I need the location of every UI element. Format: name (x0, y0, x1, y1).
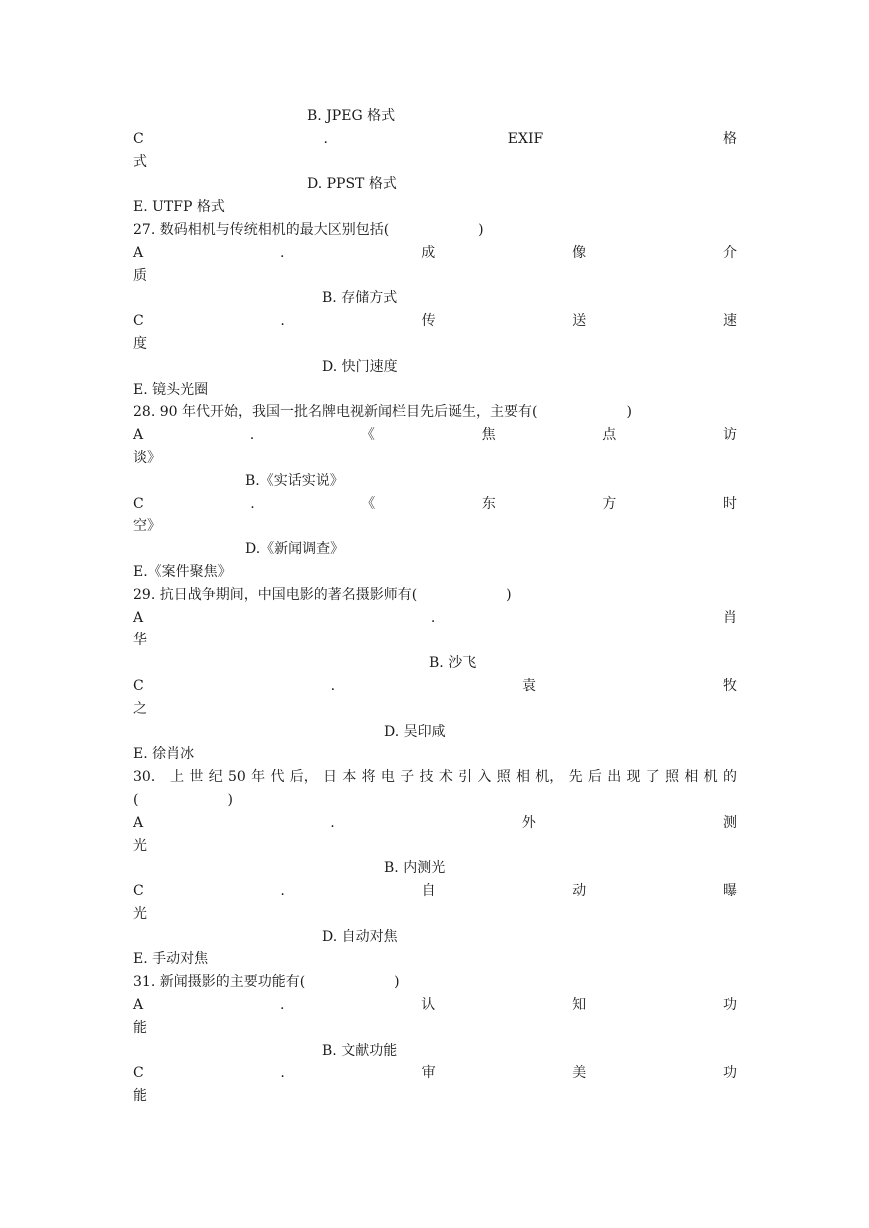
text-line: E. 手动对焦 (133, 951, 209, 968)
line-segment: 机 (703, 769, 718, 786)
line-segment: 焦 (481, 427, 496, 444)
line-segment: C (133, 883, 144, 900)
line-segment: . (323, 130, 328, 147)
line-segment: C (133, 677, 144, 694)
line-segment: 成 (421, 244, 436, 261)
line-segment: . (330, 814, 335, 831)
line-segment: 外 (521, 814, 536, 831)
line-segment: 介 (722, 244, 737, 261)
line-segment: 年 (251, 769, 266, 786)
line-segment: 《 (361, 495, 376, 512)
text-line: 华 (133, 632, 147, 649)
line-segment: 功 (722, 997, 737, 1014)
text-line: D. 快门速度 (322, 358, 398, 375)
line-segment: 测 (723, 814, 737, 831)
text-line (133, 242, 737, 265)
text-line: 31. 新闻摄影的主要功能有( ) (133, 974, 400, 991)
line-segment: . (330, 677, 336, 694)
line-segment: 曝 (722, 883, 737, 900)
line-segment: 子 (400, 769, 415, 786)
line-segment: 相 (516, 769, 530, 786)
text-line: 式 (133, 153, 147, 170)
line-segment: 照 (496, 769, 511, 786)
line-segment: 《 (360, 427, 375, 444)
line-segment: 机， (535, 769, 564, 786)
text-line: E. UTFP 格式 (133, 199, 225, 216)
line-segment: 电 (380, 769, 395, 786)
line-segment: 点 (602, 427, 617, 444)
line-segment: 将 (361, 769, 376, 786)
line-segment: A (133, 997, 144, 1014)
line-segment: 照 (665, 769, 680, 786)
text-line (133, 128, 737, 151)
line-segment: 术 (438, 769, 453, 786)
line-segment: 先 (568, 769, 583, 786)
line-segment: 上 (170, 769, 185, 786)
line-segment: 速 (722, 313, 737, 330)
text-line: 谈》 (133, 449, 161, 466)
text-line (133, 812, 737, 835)
line-segment: 格 (723, 130, 737, 147)
line-segment: 代 (270, 769, 285, 786)
line-segment: 30． (133, 769, 165, 786)
line-segment: 动 (572, 883, 587, 900)
text-line: 光 (133, 905, 147, 922)
text-line: D. 吴印咸 (384, 723, 446, 740)
text-line (133, 310, 737, 333)
text-line (133, 880, 737, 903)
line-segment: 袁 (522, 677, 537, 694)
text-line: B. 沙飞 (429, 655, 477, 672)
line-segment: 功 (722, 1065, 737, 1082)
text-line: D. 自动对焦 (322, 928, 398, 945)
line-segment: 日 (323, 769, 338, 786)
text-line (133, 1062, 737, 1085)
line-segment: 技 (419, 769, 434, 786)
line-segment: 入 (477, 769, 492, 786)
line-segment: 相 (684, 769, 699, 786)
text-line: 质 (133, 267, 147, 284)
line-segment: C (133, 495, 144, 512)
line-segment: . (430, 609, 436, 626)
text-line: 之 (133, 700, 147, 717)
line-segment: C (133, 1065, 144, 1082)
line-segment: 50 (228, 769, 246, 786)
line-segment: 后 (587, 769, 602, 786)
line-segment: 送 (572, 313, 587, 330)
text-line: B.《实话实说》 (245, 472, 344, 489)
line-segment: 引 (458, 769, 473, 786)
text-line: E. 徐肖冰 (133, 746, 195, 763)
line-segment: 纪 (208, 769, 223, 786)
text-line (133, 994, 737, 1017)
line-segment: . (249, 427, 255, 444)
line-segment: 的 (722, 769, 737, 786)
line-segment: 方 (602, 495, 617, 512)
line-segment: 了 (645, 769, 660, 786)
line-segment: 传 (421, 313, 436, 330)
text-line (133, 493, 737, 516)
line-segment: . (280, 313, 285, 330)
text-line: ( ) (133, 791, 233, 808)
line-segment: 后， (289, 769, 318, 786)
text-line: 能 (133, 1088, 147, 1105)
line-segment: C (133, 130, 144, 147)
text-line: B. 内测光 (384, 860, 446, 877)
text-line (133, 675, 737, 698)
line-segment: 世 (189, 769, 204, 786)
line-segment: 东 (481, 495, 496, 512)
line-segment: 出 (607, 769, 622, 786)
line-segment: EXIF (507, 130, 544, 147)
text-line (133, 424, 737, 447)
text-line: B. 文献功能 (322, 1042, 398, 1059)
text-line (133, 766, 737, 789)
line-segment: A (133, 244, 144, 261)
line-segment: . (279, 244, 285, 261)
text-line: B. JPEG 格式 (307, 108, 396, 124)
text-line: E.《案件聚焦》 (133, 563, 232, 580)
line-segment: C (133, 313, 144, 330)
line-segment: 像 (572, 244, 587, 261)
text-line (133, 607, 737, 630)
line-segment: . (250, 495, 255, 512)
line-segment: A (133, 609, 144, 626)
line-segment: A (133, 814, 144, 831)
line-segment: 知 (572, 997, 587, 1014)
line-segment: . (280, 1065, 285, 1082)
text-line: 度 (133, 335, 147, 352)
text-line: D.《新闻调查》 (245, 541, 345, 558)
text-line: D. PPST 格式 (307, 176, 397, 193)
text-line: 27. 数码相机与传统相机的最大区别包括( ) (133, 221, 484, 238)
line-segment: 访 (722, 427, 737, 444)
line-segment: 肖 (722, 609, 737, 626)
text-line: 能 (133, 1019, 147, 1036)
document-page (133, 105, 737, 1108)
line-segment: 现 (626, 769, 641, 786)
line-segment: 美 (572, 1065, 587, 1082)
line-segment: 时 (722, 495, 737, 512)
line-segment: 审 (421, 1065, 436, 1082)
line-segment: . (279, 997, 285, 1014)
line-segment: 本 (342, 769, 357, 786)
text-line: 光 (133, 837, 147, 854)
text-line: 29. 抗日战争期间，中国电影的著名摄影师有( ) (133, 586, 512, 603)
text-line: 28. 90 年代开始，我国一批名牌电视新闻栏目先后诞生，主要有( ) (133, 404, 632, 421)
line-segment: 认 (421, 997, 436, 1014)
line-segment: 自 (421, 883, 436, 900)
text-line: B. 存储方式 (322, 290, 398, 307)
line-segment: . (280, 883, 285, 900)
text-line: 空》 (133, 518, 161, 535)
line-segment: A (133, 427, 144, 444)
line-segment: 牧 (722, 677, 737, 694)
text-line: E. 镜头光圈 (133, 381, 209, 398)
